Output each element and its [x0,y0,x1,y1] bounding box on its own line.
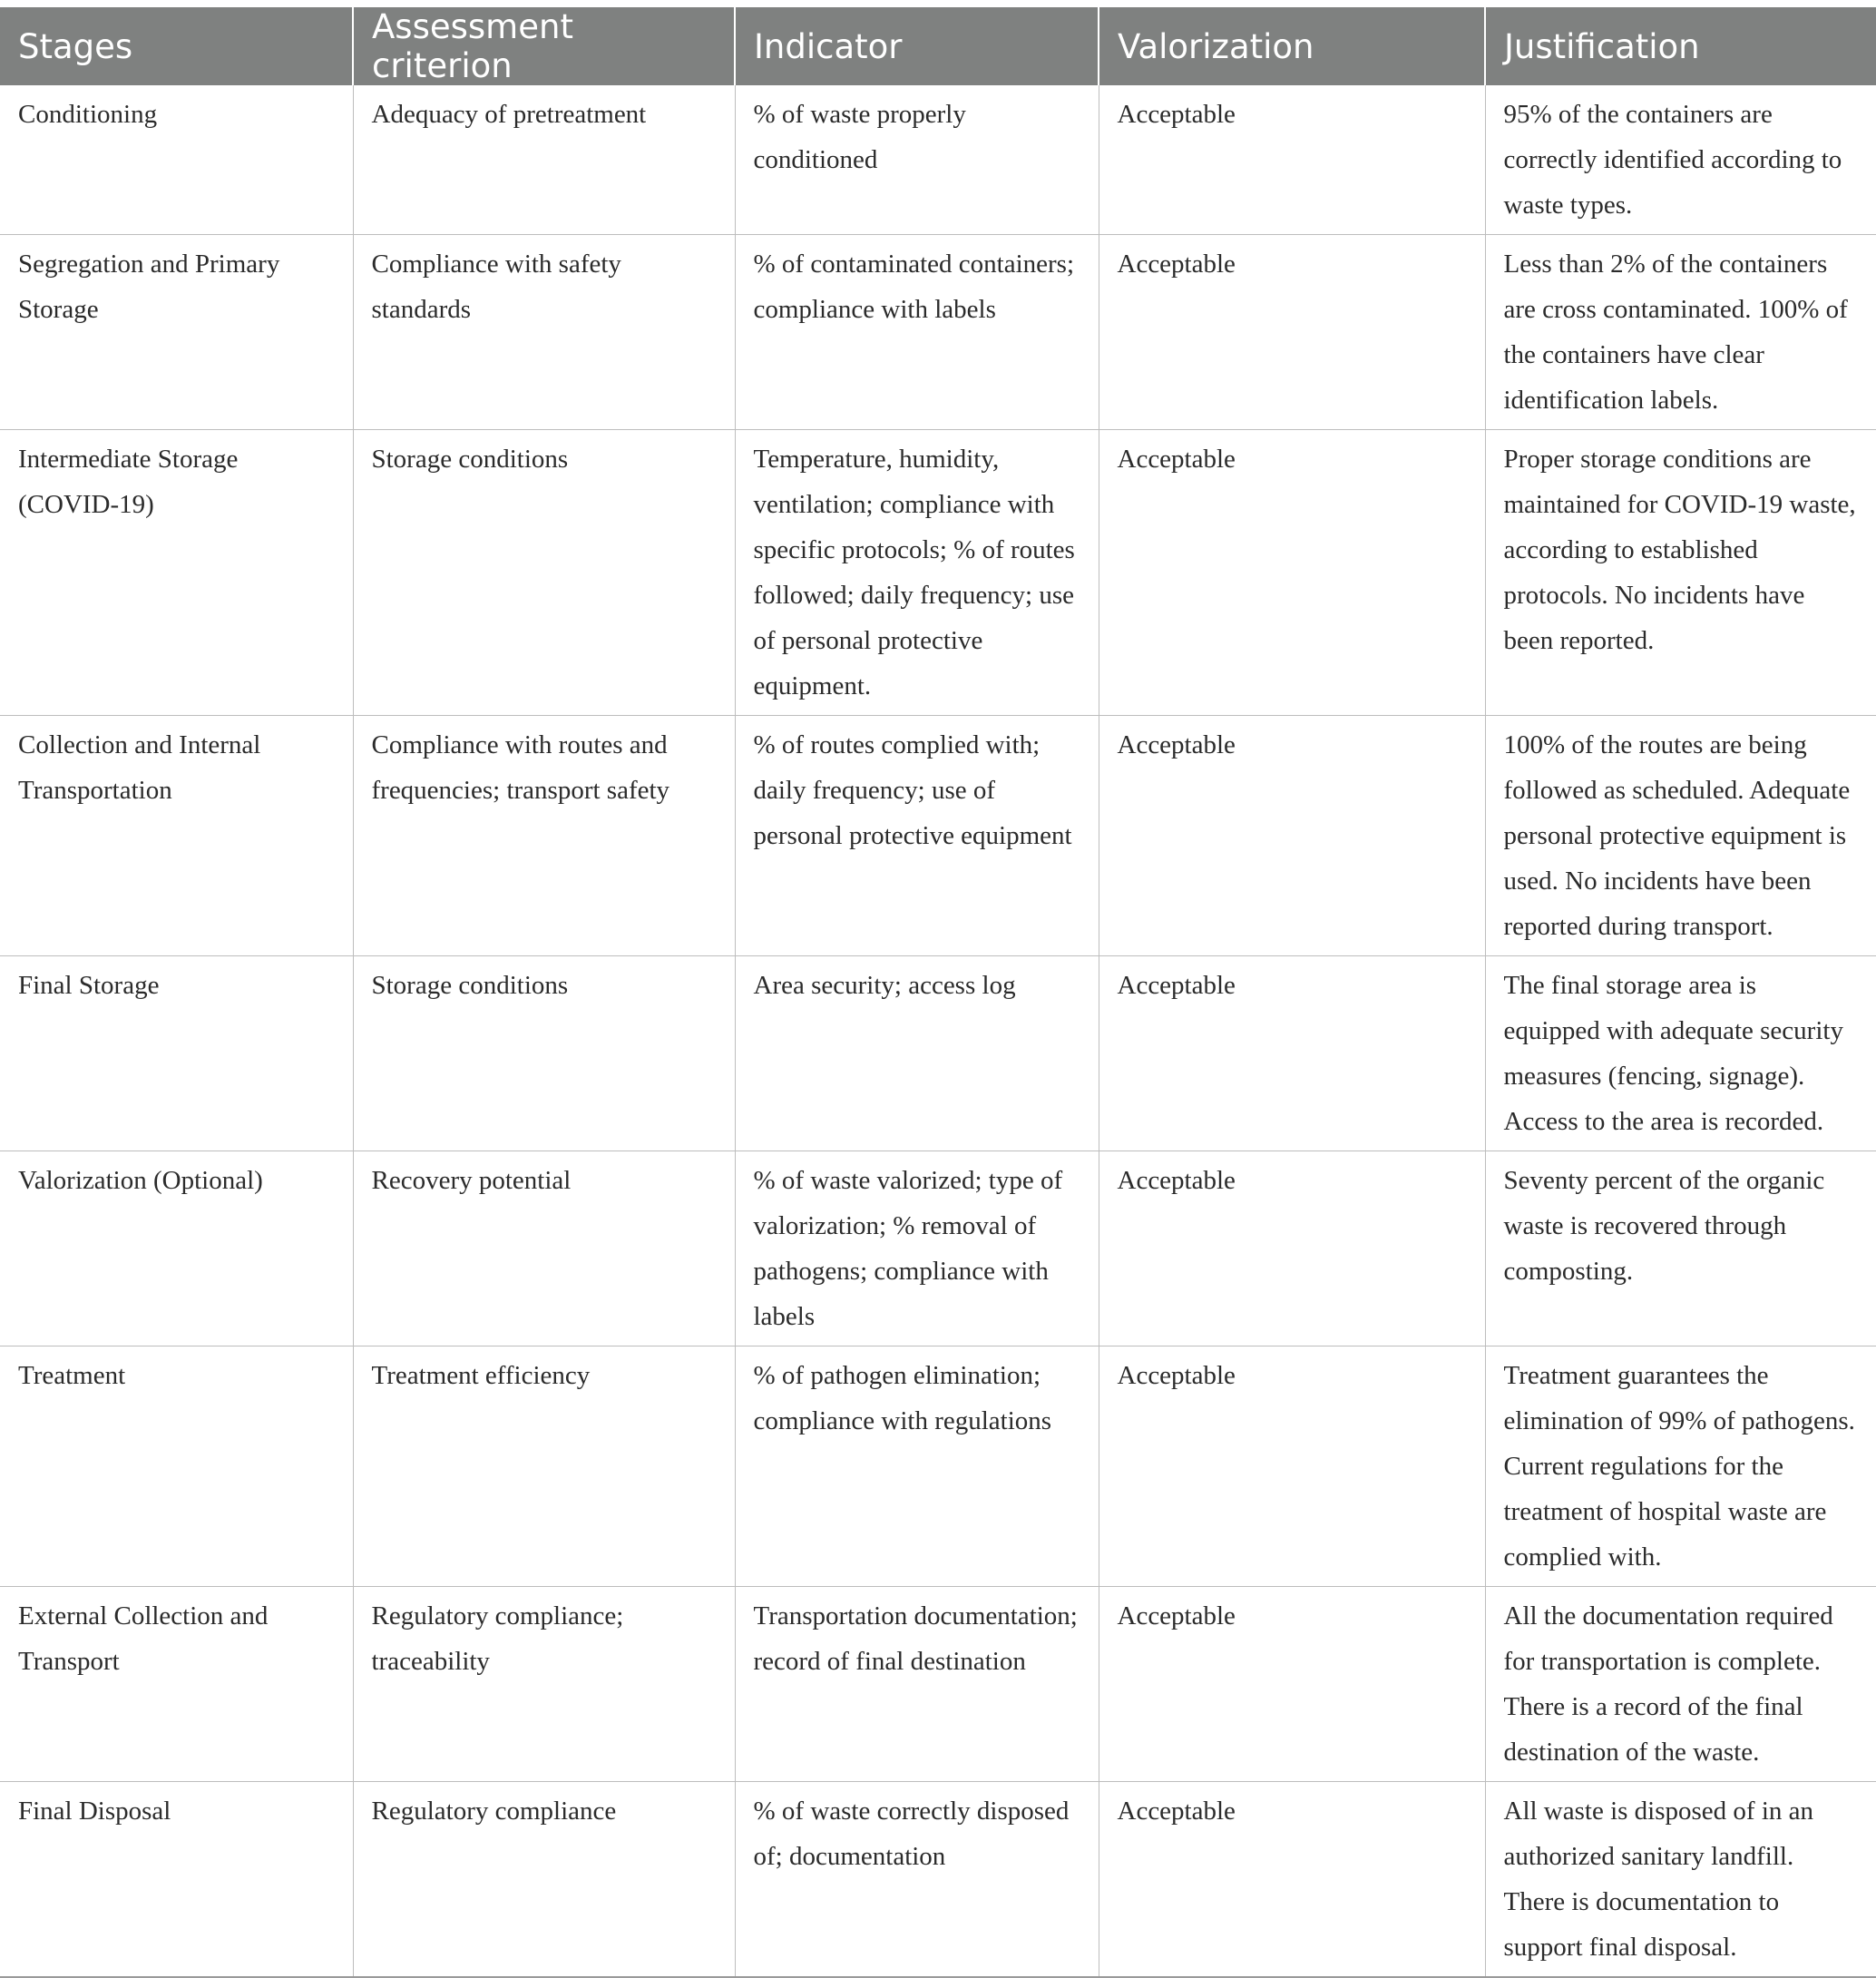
cell-stage: Intermediate Storage (COVID-19) [0,430,353,716]
cell-criterion: Compliance with safety standards [353,235,735,430]
cell-criterion: Adequacy of pretreatment [353,85,735,235]
cell-justification: All waste is disposed of in an authorized sanitary landfill. There is documentation to support final disposal. [1485,1782,1876,1978]
header-valorization: Valorization [1099,7,1485,85]
cell-indicator: Temperature, humidity, ventilation; compliance with specific protocols; % of routes followed; daily frequency; use of personal protective equipment. [735,430,1099,716]
cell-justification: All the documentation required for transportation is complete. There is a record of the final destination of the waste. [1485,1587,1876,1782]
cell-indicator: % of routes complied with; daily frequency; use of personal protective equipment [735,716,1099,956]
cell-valorization: Acceptable [1099,235,1485,430]
table-row [0,956,1876,1151]
cell-indicator: % of waste valorized; type of valorization; % removal of pathogens; compliance with labels [735,1151,1099,1346]
cell-indicator: Transportation documentation; record of final destination [735,1587,1099,1782]
cell-criterion: Treatment efficiency [353,1346,735,1587]
cell-valorization: Acceptable [1099,430,1485,716]
table-header [0,7,1876,85]
cell-valorization: Acceptable [1099,1782,1485,1978]
cell-justification: Proper storage conditions are maintained for COVID-19 waste, according to established protocols. No incidents have been reported. [1485,430,1876,716]
cell-stage: Final Storage [0,956,353,1151]
cell-stage: Valorization (Optional) [0,1151,353,1346]
cell-justification: 95% of the containers are correctly identified according to waste types. [1485,85,1876,235]
table-row [0,235,1876,430]
cell-stage: Segregation and Primary Storage [0,235,353,430]
cell-valorization: Acceptable [1099,956,1485,1151]
table-row [0,85,1876,235]
cell-criterion: Storage conditions [353,956,735,1151]
cell-criterion: Regulatory compliance; traceability [353,1587,735,1782]
table-row [0,430,1876,716]
cell-valorization: Acceptable [1099,1587,1485,1782]
header-justification: Justification [1485,7,1876,85]
cell-justification: 100% of the routes are being followed as scheduled. Adequate personal protective equipment is used. No incidents have been reported during transport. [1485,716,1876,956]
cell-stage: Final Disposal [0,1782,353,1978]
table-row [0,1782,1876,1978]
cell-stage: External Collection and Transport [0,1587,353,1782]
cell-justification: Treatment guarantees the elimination of 99% of pathogens. Current regulations for the treatment of hospital waste are complied with. [1485,1346,1876,1587]
cell-criterion: Storage conditions [353,430,735,716]
table-row [0,1587,1876,1782]
cell-justification: Seventy percent of the organic waste is recovered through composting. [1485,1151,1876,1346]
cell-criterion: Recovery potential [353,1151,735,1346]
cell-justification: The final storage area is equipped with adequate security measures (fencing, signage). Access to the area is recorded. [1485,956,1876,1151]
cell-stage: Collection and Internal Transportation [0,716,353,956]
cell-stage: Conditioning [0,85,353,235]
cell-indicator: % of pathogen elimination; compliance with regulations [735,1346,1099,1587]
cell-indicator: % of contaminated containers; compliance with labels [735,235,1099,430]
table-row [0,716,1876,956]
assessment-table [0,7,1876,1978]
header-indicator: Indicator [735,7,1099,85]
cell-indicator: % of waste properly conditioned [735,85,1099,235]
cell-valorization: Acceptable [1099,716,1485,956]
cell-criterion: Compliance with routes and frequencies; transport safety [353,716,735,956]
cell-indicator: Area security; access log [735,956,1099,1151]
cell-valorization: Acceptable [1099,1151,1485,1346]
cell-criterion: Regulatory compliance [353,1782,735,1978]
header-assessment-criterion: Assessment criterion [353,7,735,85]
table-row [0,1346,1876,1587]
cell-justification: Less than 2% of the containers are cross contaminated. 100% of the containers have clear identification labels. [1485,235,1876,430]
cell-indicator: % of waste correctly disposed of; documentation [735,1782,1099,1978]
header-stages: Stages [0,7,353,85]
cell-valorization: Acceptable [1099,85,1485,235]
table-body [0,85,1876,1977]
table-row [0,1151,1876,1346]
assessment-table-container [0,7,1876,1978]
header-row [0,7,1876,85]
cell-valorization: Acceptable [1099,1346,1485,1587]
cell-stage: Treatment [0,1346,353,1587]
